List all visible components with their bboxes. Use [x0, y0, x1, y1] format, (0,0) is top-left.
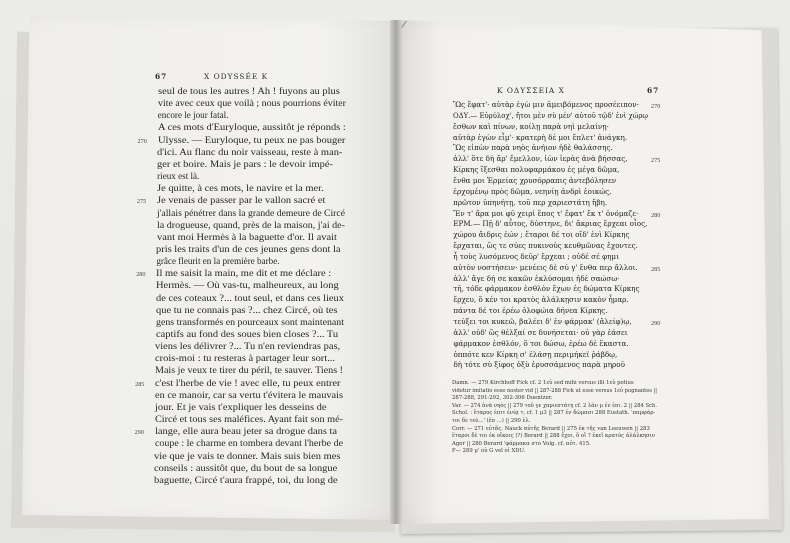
- verse-line: αὐτὰρ ἐγὼν εἶμ'· κρατερὴ δέ μοι ἔπλετ' ἀνάγκη.: [453, 132, 628, 142]
- apparatus-line: 287-288, 291-292, 302-306 Duentzer.: [452, 395, 553, 402]
- apparatus-line: Corr. — 271 εὐτᾶς. Nauck αὐτῆς Berard || 275 ἐκ τῆς van Leeuwen || 283: [452, 425, 650, 432]
- text-line: j'allais pénétrer dans la grande demeure de Circé: [156, 207, 345, 218]
- text-line: gens transformés en pourceaux sont maintenant: [155, 316, 344, 327]
- text-line: rieux est là.: [157, 171, 200, 182]
- apparatus-line: Var. — 274 ἀνὰ νηὸς || 279 τοῦ γε χαριεστάτη cf. 2 λὰν μ ἐν ἐπι. 2 || 284 Sch.: [452, 402, 657, 409]
- line-number: 280: [136, 271, 146, 279]
- apparatus-line: F— 289 μ' οὐ G vel οἱ XDU.: [452, 448, 526, 455]
- text-line: coupe : le charme en tombera devant l'herbe de: [154, 438, 343, 449]
- text-line: c'est l'herbe de vie ! avec elle, tu peux entrer: [155, 377, 341, 388]
- text-line: que tu ne connais pas ?... chez Circé, où tes: [155, 304, 338, 315]
- verse-line: ἀλλ' οὐδ' ὣς θέλξαί σε δυνήσεται· οὐ γὰρ ἐάσει: [453, 327, 628, 337]
- text-line: Je quitte, à ces mots, le navire et la mer.: [157, 183, 324, 194]
- verse-line: χώρου ἄιδρις ἐών ; ἕταροι δέ τοι οἵδ' ἐνὶ Κίρκης: [453, 230, 630, 240]
- text-line: en ce manoir, car sa vertu t'évitera le mauvais: [155, 389, 343, 400]
- text-line: captifs au fond des soues bien closes ?... Tu: [155, 329, 338, 339]
- line-number: 270: [137, 137, 147, 145]
- line-number: 280: [651, 211, 661, 219]
- verse-line: ΕΡΜ.— Πῇ δ' αὖτος, δύστηνε, δι' ἄκριας ἔρχεαι οἶος,: [453, 219, 648, 229]
- text-line: vant moi Hermès à la baguette d'or. Il avait: [156, 231, 337, 242]
- text-line: d'ici. Au flanc du noir vaisseau, reste à man-: [157, 146, 343, 157]
- verse-line: τεύξει τοι κυκεῶ, βαλέει δ' ἐν φάρμακ' (ἄλείφ)ῳ,: [453, 317, 632, 326]
- text-line: la drogueuse, quand, près de la maison, j'ai de-: [156, 219, 345, 230]
- verse-line: ἀλλ' ἄγε δή σε κακῶν ἐκλύσομαι ἠδὲ σαώσω·: [453, 273, 620, 283]
- line-number: 275: [136, 198, 147, 206]
- verse-line: ἔρχευ, ὅ κέν τοι κρατὸς ἀλάλκῃσιν κακὸν ἦμαρ.: [453, 295, 629, 305]
- verse-line: ἔνθα μοι Ἑρμείας χρυσόρραπις ἀντεβόλησεν: [453, 175, 617, 185]
- text-line: Circé et tous ses maléfices. Ayant fait son mé-: [154, 414, 343, 425]
- text-line: A ces mots d'Euryloque, aussitôt je réponds :: [157, 122, 346, 133]
- text-line: Je venais de passer par le vallon sacré et: [156, 195, 326, 206]
- verse-line: πάντα δέ τοι ἐρέω ὀλοφώια δήνεα Κίρκης.: [453, 306, 608, 316]
- verse-line: Ὣς ἔφατ'· αὐτὰρ ἐγὼ μιν ἀμειβόμενος προσέειπον·: [453, 100, 639, 109]
- line-number: 285: [135, 380, 145, 388]
- apparatus-line: Schol. : ἕταρος ἐπιτ ἐνίᾳ τ, cf. 1 μ3 || 287 ἐν δώμασι 288 Eustath. 'παμφάρ-: [452, 410, 656, 417]
- text-line: vite avec ceux que voilà ; nous pourrions éviter: [157, 98, 346, 109]
- verse-line: ΟΔΥ.— Εὐρύλοχ', ἤτοι μὲν σὺ μέν' αὐτοῦ τῷδ' ἐνὶ χώρῳ: [453, 110, 649, 120]
- text-line: encore le jour fatal.: [157, 110, 229, 121]
- text-line: conseils : aussitôt que, du bout de sa longue: [154, 462, 338, 473]
- text-line: Mais je veux te tirer du péril, te sauver. Tiens !: [155, 365, 344, 376]
- text-line: jour. Et je vais t'expliquer les desseins de: [154, 401, 327, 412]
- apparatus-line: Ager || 280 Berard 'φάρμακα στο Volg. cf. αὐτ. 415.: [452, 440, 591, 447]
- apparatus-line: Damn. — 279 Kirchhoff Fick cf. 2 1εὐ sed mihi versus illi 1εὐ potius: [452, 380, 634, 386]
- text-line: crois-moi : tu resteras à partager leur sort...: [155, 353, 336, 364]
- verse-line: Ἔν τ' ἄρα μοι φῦ χειρὶ ἔπος τ' ἔφατ' ἔκ τ' ὀνόμαζε·: [453, 208, 639, 218]
- verse-line: τῆ, τόδε φάρμακον ἐσθλὸν ἔχων ἐς δώματα Κίρκης: [453, 284, 640, 294]
- right-page-number: 67: [647, 86, 660, 95]
- line-number: 275: [651, 157, 661, 165]
- line-number: 290: [651, 320, 661, 327]
- text-line: seul de tous les autres ! Ah ! fuyons au plus: [158, 86, 340, 96]
- verse-line: ἀλλ' ὅτε δὴ ἄρ' ἔμελλον, ἰὼν ἱερὰς ἀνὰ βήσσας,: [453, 154, 628, 164]
- verse-line: πρῶτον ὑπηνήτῃ, τοῦ περ χαριεστάτη ἥβη.: [453, 197, 608, 207]
- verse-line: Ὣς εἰπὼν παρὰ νηὸς ἀνήιον ἠδὲ θαλάσσης.: [453, 143, 613, 153]
- line-number: 270: [651, 103, 661, 110]
- verse-line: ἐρχομένῳ πρὸς δῶμα, νεηνίῃ ἀνδρὶ ἐοικώς,: [453, 186, 612, 196]
- right-running-title: K ΟΔΥΣΣΕΙΑ X: [497, 86, 565, 95]
- verse-line: Κίρκης ἵξεσθαι πολυφαρμάκου ἐς μέγα δῶμα,: [453, 165, 620, 175]
- line-number: 290: [134, 429, 144, 437]
- book-gutter: [390, 20, 402, 524]
- left-page-number: 67: [155, 72, 168, 81]
- text-line: de ces coteaux ?... tout seul, et dans ces lieux: [155, 292, 344, 303]
- text-line: Ulysse. — Euryloque, tu peux ne pas bouger: [157, 134, 345, 145]
- text-line: Il me saisit la main, me dit et me déclare :: [156, 268, 332, 279]
- line-number: 285: [651, 265, 661, 273]
- verse-line: ὁππότε κεν Κίρκη σ' ἐλάσῃ περιμήκεϊ ῥάβδῳ,: [453, 349, 618, 359]
- text-line: lange, elle aura beau jeter sa drogue dans ta: [154, 426, 337, 437]
- left-running-title: X ODYSSÉE K: [204, 72, 269, 81]
- verse-line: ἔσθων καὶ πίνων, κοίλῃ παρὰ νηὶ μελαίνῃ·: [453, 121, 609, 131]
- verse-line: αὐτὸν νοστήσειν· μενέεις δὲ σύ γ' ἔνθα περ ἄλλοι.: [453, 262, 638, 272]
- text-line: viens les délivrer ?... Tu n'en reviendras pas,: [155, 341, 341, 352]
- verse-line: ἦ τοὺς λυσόμενος δεῦρ' ἔρχεαι ; οὐδέ σέ φημι: [453, 251, 619, 261]
- text-line: pris les traits d'un de ces jeunes gens dont la: [156, 243, 342, 254]
- verse-line: δὴ τότε σὺ ξίφος ὀξὺ ἐρυσσάμενος παρὰ μηροῦ: [453, 360, 625, 370]
- verse-line: ἔρχαται, ὥς τε σύες πυκινοὺς κευθμῶνας ἔχοντες.: [453, 241, 638, 251]
- text-line: baguette, Circé t'aura frappé, toi, du long de: [154, 474, 338, 485]
- verse-line: φάρμακον ἐσθλόν, ὅ τοι δώσω, ἐρέω δὲ ἕκαστα.: [453, 338, 629, 348]
- text-line: vie que je vais te donner. Mais suis bien mes: [154, 450, 341, 461]
- text-line: grâce fleurit en la première barbe.: [156, 256, 280, 267]
- text-line: ger et boire. Mais je pars : le devoir impé-: [157, 158, 334, 169]
- apparatus-line: τοι δε τεύ...' (ἐπ ...) || 290 ἐλ.: [452, 418, 531, 424]
- apparatus-line: videtur imitatio esse noster vid || 287-288 Fick ut esse versus 1εὐ pugnantes ||: [452, 387, 657, 394]
- apparatus-line: ἕταροι δὲ τοι ἐκ οἴκοις (?) Berard || 288 ἔχοι, ὅ οἵ ? ἐκεῖ κρατὸς ἀλάλκησιν: [452, 433, 656, 440]
- text-line: Hermès. — Où vas-tu, malheureux, au long: [156, 280, 339, 291]
